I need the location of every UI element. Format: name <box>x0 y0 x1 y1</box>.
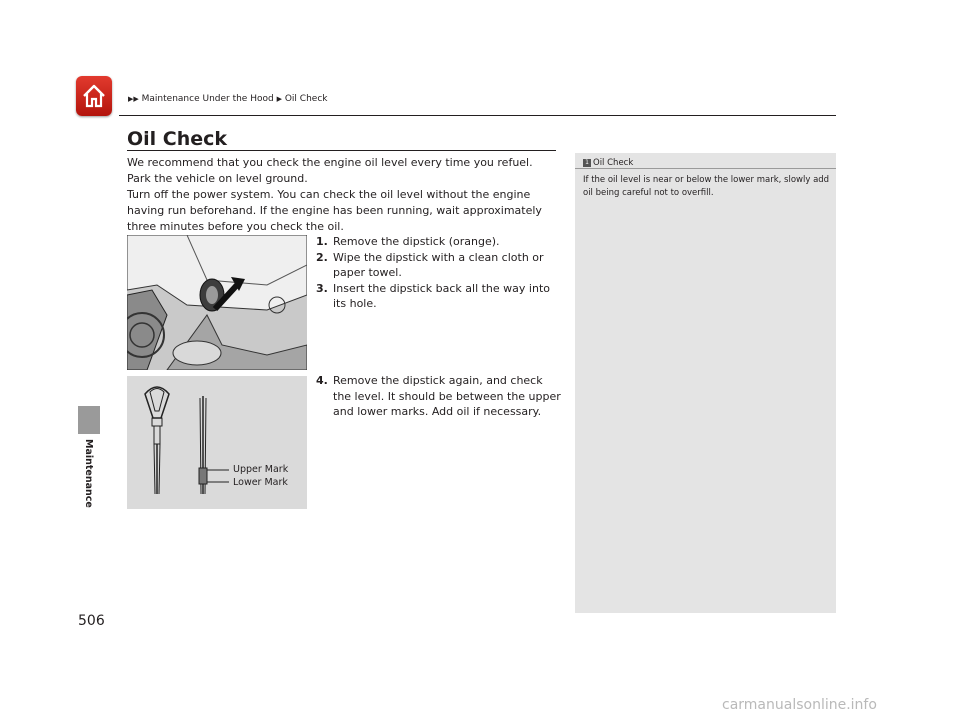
list-item <box>316 250 561 281</box>
breadcrumb-page: Oil Check <box>284 94 328 104</box>
page-title: Oil Check <box>127 128 228 150</box>
step-text: Remove the dipstick (orange). <box>333 235 500 248</box>
watermark: carmanualsonline.info <box>722 697 877 713</box>
breadcrumb-section-link[interactable]: Maintenance Under the Hood <box>141 94 274 104</box>
intro-line: Park the vehicle on level ground. <box>127 172 308 185</box>
header-divider <box>119 115 836 116</box>
intro-line: Turn off the power system. You can check the oil level without the engine having run beforehand. If the engine has been running, wait approximately three minutes before you check the oil. <box>127 188 542 233</box>
intro-text <box>127 155 567 235</box>
step-number: 4. <box>316 374 328 387</box>
dipstick-marks-figure <box>127 376 307 509</box>
steps-list <box>316 234 561 312</box>
breadcrumb-arrow-icon: ▶ <box>276 95 282 103</box>
home-button[interactable] <box>76 76 112 116</box>
side-note-panel <box>575 153 836 613</box>
note-body: If the oil level is near or below the lower mark, slowly add oil being careful not to overfill. <box>583 175 830 198</box>
intro-line: We recommend that you check the engine oil level every time you refuel. <box>127 156 533 169</box>
note-heading <box>583 158 633 168</box>
note-divider <box>575 168 836 169</box>
note-marker-icon: 1 <box>583 159 591 167</box>
steps-list <box>316 373 561 420</box>
page-number: 506 <box>78 613 105 629</box>
chapter-tab-label: Maintenance <box>83 439 94 508</box>
step-text: Insert the dipstick back all the way into its hole. <box>333 281 550 310</box>
step-number: 1. <box>316 235 328 248</box>
chapter-tab[interactable] <box>80 439 96 509</box>
step-number: 2. <box>316 250 328 264</box>
title-divider <box>127 150 556 151</box>
upper-mark-label: Upper Mark <box>233 464 289 475</box>
list-item <box>316 234 561 250</box>
engine-dipstick-figure <box>127 235 307 370</box>
home-icon <box>81 83 107 109</box>
lower-mark-label: Lower Mark <box>233 477 288 488</box>
step-text: Remove the dipstick again, and check the level. It should be between the upper and lower marks. Add oil if necessary. <box>333 374 561 418</box>
list-item <box>316 373 561 420</box>
list-item <box>316 281 561 312</box>
step-text: Wipe the dipstick with a clean cloth or paper towel. <box>333 250 544 279</box>
breadcrumb <box>128 94 327 104</box>
chapter-tab-marker <box>78 406 100 434</box>
step-number: 3. <box>316 281 328 295</box>
breadcrumb-arrow-icon: ▶▶ <box>128 95 139 103</box>
note-heading-text: Oil Check <box>593 158 634 168</box>
